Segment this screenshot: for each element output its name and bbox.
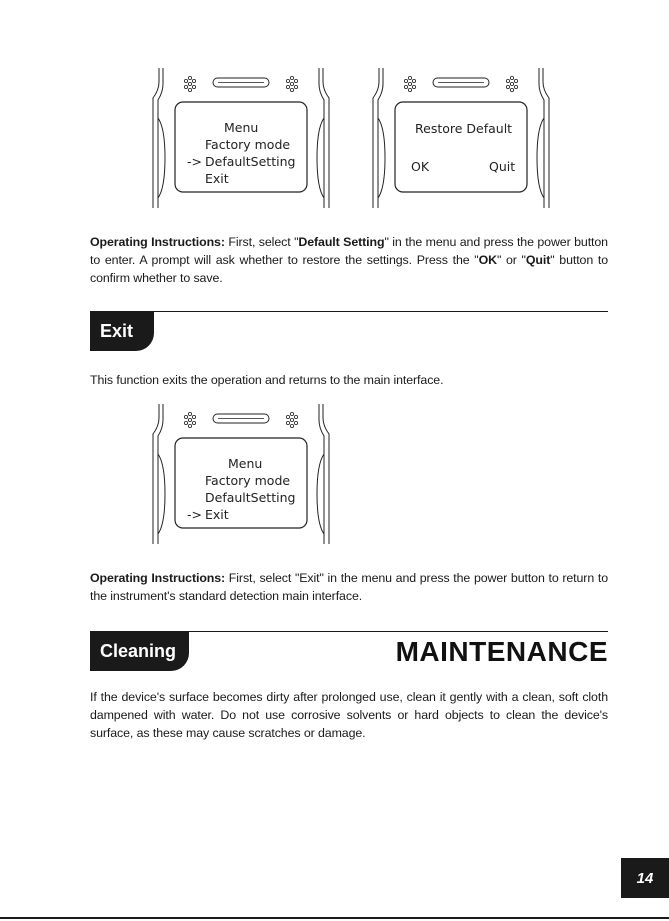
menu-arrow: ->: [187, 154, 202, 169]
text-part: First, select ": [224, 235, 299, 249]
device-restore-default: [371, 68, 551, 216]
text-part: " button to confirm whether to save.: [90, 253, 608, 285]
cleaning-tab: Cleaning: [90, 631, 189, 671]
menu-item-exit: Exit: [205, 507, 229, 522]
page-number: 14: [621, 858, 669, 898]
bottom-rule: [0, 917, 669, 919]
device-menu-default: [151, 68, 331, 216]
exit-rule: [90, 311, 608, 312]
menu-item-factory-mode: Factory mode: [205, 473, 291, 488]
prompt-ok: OK: [411, 159, 430, 174]
text-part: First, select "Exit" in the menu and press the power button to return to the instrument's standard detection main interface.: [90, 571, 608, 603]
operating-instructions-exit: [90, 569, 608, 605]
menu-item-factory-mode: Factory mode: [205, 137, 291, 152]
instructions-label: Operating Instructions:: [90, 571, 226, 585]
prompt-title: Restore Default: [415, 121, 513, 136]
bold-ok: OK: [478, 253, 497, 267]
menu-title: Menu: [224, 120, 259, 135]
menu-item-exit: Exit: [205, 171, 229, 186]
prompt-quit: Quit: [489, 159, 516, 174]
bold-default-setting: Default Setting: [298, 235, 385, 249]
menu-arrow: ->: [187, 507, 202, 522]
device-menu-exit: [151, 404, 331, 552]
exit-description: This function exits the operation and returns to the main interface.: [90, 373, 444, 387]
text-part: " or ": [496, 253, 526, 267]
bold-quit: Quit: [525, 253, 551, 267]
maintenance-heading: MAINTENANCE: [395, 636, 608, 667]
operating-instructions-default: [90, 233, 608, 287]
menu-item-default-setting: DefaultSetting: [205, 490, 296, 505]
text-part: " in the menu and press the power button to enter. A prompt will ask whether to restore the settings. Press the ": [90, 235, 608, 267]
cleaning-text: If the device's surface becomes dirty after prolonged use, clean it gently with a clean, soft cloth dampened with water. Do not use corrosive solvents or hard objects to clean the device's surface, as these may cause scratches or damage.: [90, 690, 608, 740]
menu-item-default-setting: DefaultSetting: [205, 154, 296, 169]
exit-tab: Exit: [90, 311, 154, 351]
instructions-label: Operating Instructions:: [90, 235, 225, 249]
menu-title: Menu: [228, 456, 263, 471]
